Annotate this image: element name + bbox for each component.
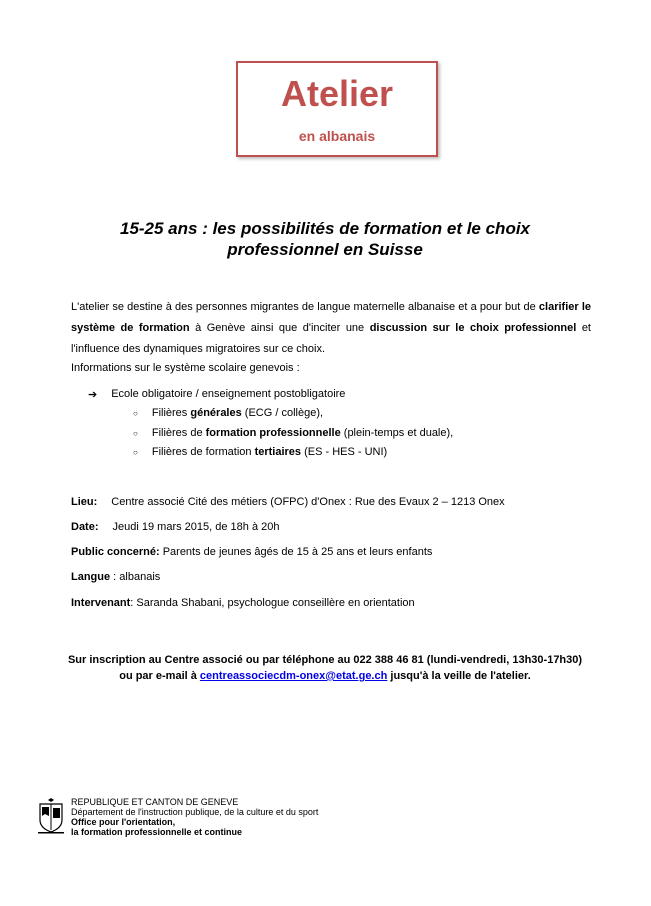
list-item-text: Filières de formation tertiaires (ES - HES - UNI) [151, 446, 388, 458]
public-value: Parents de jeunes âgés de 15 à 25 ans et leurs enfants [159, 546, 433, 558]
headline-line-2: professionnel en Suisse [227, 240, 423, 259]
circle-bullet-icon: ○ [133, 448, 138, 457]
arrow-icon: ➔ [88, 389, 98, 401]
registration-line-1: Sur inscription au Centre associé ou par téléphone au 022 388 46 81 (lundi-vendredi, 13h30-17h30) [67, 654, 583, 666]
list-item [133, 446, 387, 460]
intro-bold-2: discussion sur le choix professionnel [369, 322, 577, 334]
list-item [133, 407, 323, 421]
gov-line-2: Département de l'instruction publique, de la culture et du sport [71, 807, 319, 817]
circle-bullet-icon: ○ [133, 409, 138, 418]
registration-note [60, 652, 590, 684]
date-value: Jeudi 19 mars 2015, de 18h à 20h [112, 521, 280, 533]
list-item [133, 427, 453, 441]
gov-line-3: Office pour l'orientation, [71, 817, 176, 827]
intro-text-2: à Genève ainsi que d'inciter une [189, 322, 370, 334]
public-line [71, 546, 432, 558]
headline-line-1: 15-25 ans : les possibilités de formation et le choix [119, 219, 531, 238]
registration-line-2: ou par e-mail à centreassociecdm-onex@etat.ge.ch jusqu'à la veille de l'atelier. [119, 670, 531, 682]
banner-title: Atelier [280, 73, 394, 114]
langue-label: Langue [71, 571, 111, 583]
atelier-banner [236, 61, 438, 157]
email-link[interactable]: centreassociecdm-onex@etat.ge.ch [199, 670, 388, 682]
intro-text-1: L'atelier se destine à des personnes migrantes de langue maternelle albanaise et a pour but de [71, 301, 539, 313]
geneva-coat-of-arms-icon [36, 796, 66, 834]
list-item-text: Filières générales (ECG / collège), [151, 407, 324, 419]
lieu-value: Centre associé Cité des métiers (OFPC) d'Onex : Rue des Evaux 2 – 1213 Onex [111, 496, 505, 508]
circle-bullet-icon: ○ [133, 429, 138, 438]
arrow-item-text: Ecole obligatoire / enseignement postobligatoire [111, 388, 346, 400]
government-block [71, 797, 318, 837]
lieu-line [71, 496, 505, 508]
lieu-label: Lieu: [71, 496, 98, 508]
gov-line-4: la formation professionnelle et continue [71, 827, 243, 837]
langue-line [71, 571, 160, 583]
list-item-arrow [88, 388, 345, 401]
banner-subtitle: en albanais [298, 128, 376, 144]
langue-value: : albanais [110, 571, 161, 583]
date-line [71, 521, 279, 533]
intervenant-label: Intervenant [71, 597, 131, 609]
list-item-text: Filières de formation professionnelle (plein-temps et duale), [151, 427, 454, 439]
gov-line-1: REPUBLIQUE ET CANTON DE GENEVE [71, 797, 239, 807]
intervenant-line [71, 597, 415, 609]
intro-bold-1: clarifier le système de formation [71, 301, 591, 334]
info-label: Informations sur le système scolaire genevois : [71, 362, 300, 374]
headline [60, 218, 590, 260]
date-label: Date: [71, 521, 99, 533]
intervenant-value: : Saranda Shabani, psychologue conseillère en orientation [130, 597, 415, 609]
intro-paragraph [71, 297, 591, 360]
intro-text-3: et l'influence des dynamiques migratoires sur ce choix. [71, 322, 591, 355]
public-label: Public concerné: [71, 546, 160, 558]
